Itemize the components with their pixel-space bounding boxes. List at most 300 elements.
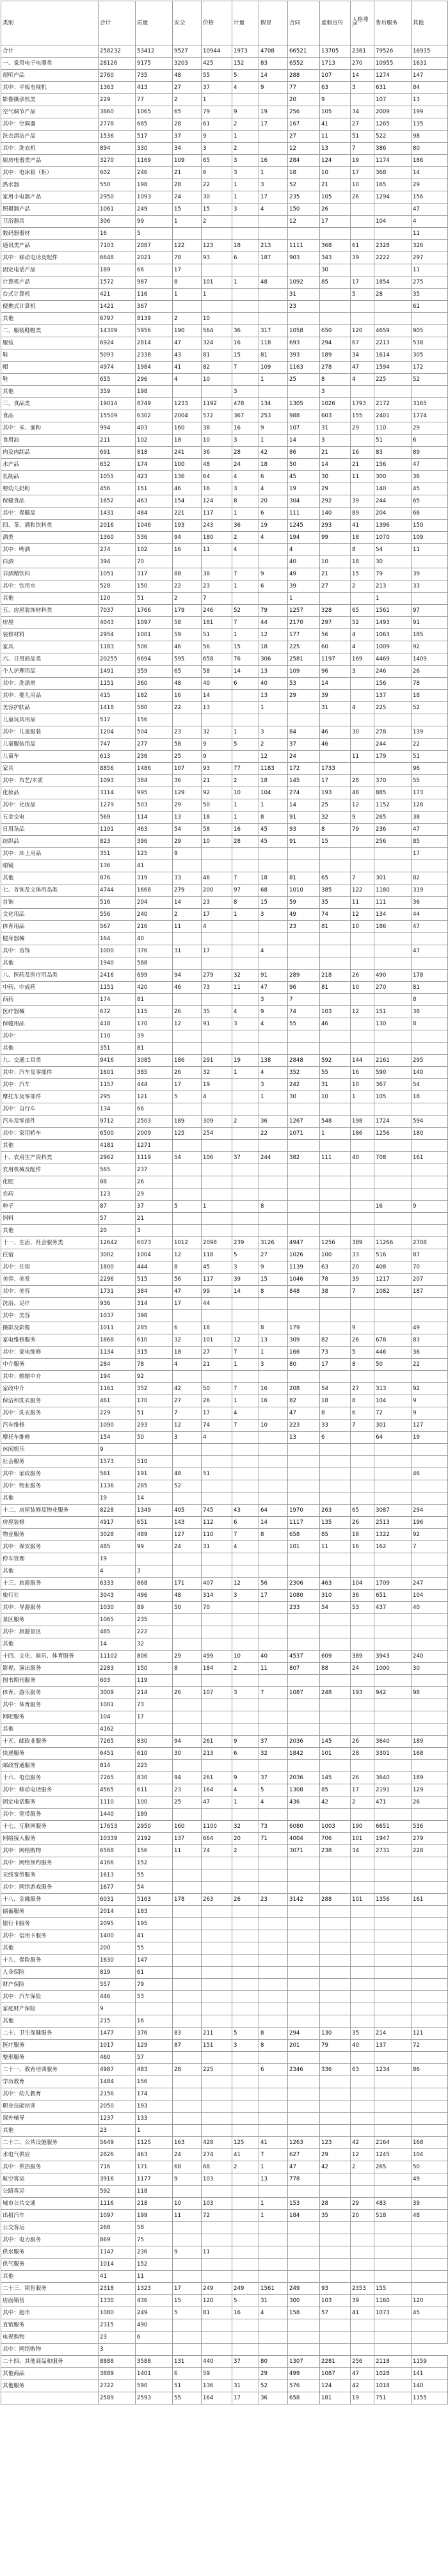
value-cell [412, 1918, 448, 1930]
category-cell: 其他 [1, 1638, 99, 1651]
value-cell: 92 [136, 1371, 173, 1383]
value-cell [374, 386, 412, 398]
value-cell: 304 [288, 495, 320, 508]
value-cell [259, 2332, 288, 2344]
value-cell [351, 714, 374, 726]
value-cell: 4 [288, 544, 320, 556]
value-cell: 516 [99, 897, 136, 909]
value-cell: 1279 [99, 799, 136, 812]
value-cell [173, 1724, 202, 1736]
value-cell [351, 2246, 374, 2259]
value-cell [259, 1565, 288, 1578]
value-cell [202, 1043, 232, 1055]
table-row [1, 2003, 448, 2015]
category-cell: 供水服务 [1, 2246, 99, 2259]
value-cell: 164 [202, 2392, 232, 2404]
value-cell: 48 [173, 70, 202, 82]
value-cell: 83 [374, 447, 412, 459]
value-cell: 189 [320, 349, 351, 362]
value-cell: 9 [232, 1772, 259, 1784]
value-cell [320, 1967, 351, 1979]
value-cell: 34 [351, 1845, 374, 1857]
value-cell: 4 [259, 483, 288, 495]
value-cell: 1026 [320, 398, 351, 410]
value-cell [288, 1638, 320, 1651]
value-cell: 4 [259, 945, 288, 957]
category-cell: 其中：布艺/木质 [1, 775, 99, 787]
value-cell: 18 [259, 872, 288, 884]
value-cell: 1065 [99, 1614, 136, 1626]
table-row [1, 2319, 448, 2332]
table-row [1, 143, 448, 155]
value-cell: 29 [412, 422, 448, 435]
value-cell: 8 [232, 495, 259, 508]
value-cell: 31 [320, 422, 351, 435]
value-cell: 425 [202, 58, 232, 70]
value-cell: 288 [288, 70, 320, 82]
value-cell: 11 [136, 2271, 173, 2283]
value-cell [259, 1942, 288, 1955]
value-cell: 818 [136, 447, 173, 459]
value-cell: 56 [202, 641, 232, 653]
value-cell: 196 [412, 1517, 448, 1529]
value-cell: 484 [136, 508, 173, 520]
value-cell: 127 [412, 1420, 448, 1432]
value-cell: 1087 [320, 2368, 351, 2380]
value-cell: 83 [412, 1334, 448, 1347]
value-cell: 66 [412, 508, 448, 520]
value-cell [288, 2125, 320, 2137]
value-cell [320, 301, 351, 313]
value-cell: 45 [259, 824, 288, 836]
value-cell: 309 [288, 1334, 320, 1347]
value-cell [374, 2100, 412, 2113]
value-cell [374, 945, 412, 957]
value-cell: 96 [320, 666, 351, 678]
value-cell: 18 [259, 641, 288, 653]
value-cell: 236 [136, 2246, 173, 2259]
value-cell: 3 [259, 179, 288, 191]
value-cell: 576 [288, 2380, 320, 2392]
value-cell: 691 [99, 447, 136, 459]
value-cell: 137 [374, 690, 412, 702]
value-cell: 47 [173, 1286, 202, 1298]
value-cell [259, 228, 288, 240]
table-row [1, 1018, 448, 1030]
value-cell: 4744 [99, 884, 136, 897]
value-cell: 428 [202, 2137, 232, 2149]
value-cell [320, 1492, 351, 1505]
value-cell [259, 1638, 288, 1651]
value-cell: 1330 [99, 2295, 136, 2307]
value-cell: 610 [136, 1748, 173, 1760]
value-cell: 444 [136, 1079, 173, 1091]
table-row [1, 1067, 448, 1079]
value-cell [259, 1602, 288, 1614]
table-header [1, 1, 448, 45]
value-cell: 407 [202, 1578, 232, 1590]
value-cell: 905 [412, 325, 448, 337]
value-cell: 6 [259, 2064, 288, 2076]
value-cell: 289 [288, 970, 320, 982]
value-cell: 14 [320, 678, 351, 690]
value-cell: 2760 [99, 70, 136, 82]
value-cell: 112 [202, 1517, 232, 1529]
value-cell [320, 1979, 351, 1991]
value-cell [351, 2344, 374, 2356]
value-cell: 2962 [99, 1152, 136, 1164]
value-cell: 65 [320, 872, 351, 884]
category-cell: 其他 [1, 1043, 99, 1055]
value-cell: 36 [412, 1347, 448, 1359]
value-cell [259, 1918, 288, 1930]
value-cell [374, 1480, 412, 1492]
value-cell [351, 1310, 374, 1322]
value-cell [232, 860, 259, 872]
value-cell [320, 2259, 351, 2271]
category-cell: 出租汽车 [1, 2210, 99, 2222]
value-cell: 35 [320, 2210, 351, 2222]
value-cell [232, 1918, 259, 1930]
value-cell [288, 1456, 320, 1468]
value-cell: 4 [259, 204, 288, 216]
value-cell: 65 [351, 1505, 374, 1517]
value-cell: 6568 [99, 1845, 136, 1857]
value-cell: 658 [202, 653, 232, 666]
value-cell: 131 [173, 2356, 202, 2368]
value-cell [320, 1188, 351, 1201]
value-cell: 9 [259, 422, 288, 435]
value-cell: 81 [136, 994, 173, 1006]
category-cell: 其中：网络购物 [1, 2344, 99, 2356]
value-cell: 92 [202, 787, 232, 799]
value-cell: 664 [202, 1833, 232, 1845]
value-cell: 360 [136, 678, 173, 690]
value-cell: 1774 [412, 410, 448, 422]
category-cell: 停车管理 [1, 1553, 99, 1565]
value-cell: 1111 [288, 240, 320, 252]
value-cell [259, 957, 288, 970]
category-cell: 中药、中成药 [1, 982, 99, 994]
value-cell [288, 1979, 320, 1991]
value-cell: 134 [374, 909, 412, 921]
value-cell [173, 556, 202, 568]
value-cell: 2778 [99, 118, 136, 131]
value-cell [374, 1164, 412, 1176]
value-cell [173, 2222, 202, 2234]
table-row [1, 252, 448, 264]
value-cell: 164 [202, 1784, 232, 1796]
value-cell: 385 [320, 884, 351, 897]
value-cell: 423 [136, 471, 173, 483]
value-cell: 258232 [99, 45, 136, 58]
value-cell: 7 [202, 593, 232, 605]
value-cell: 1037 [99, 1310, 136, 1322]
value-cell [288, 1310, 320, 1322]
value-cell: 216 [136, 921, 173, 933]
table-row [1, 1760, 448, 1772]
value-cell [412, 2015, 448, 2028]
category-cell: 眼镜 [1, 860, 99, 872]
value-cell: 440 [202, 2356, 232, 2368]
value-cell: 65 [173, 106, 202, 118]
table-row [1, 1541, 448, 1553]
value-cell: 2161 [374, 1055, 412, 1067]
category-cell: 二十二、公共设施服务 [1, 2137, 99, 2149]
value-cell [351, 1468, 374, 1480]
value-cell: 23 [202, 897, 232, 909]
value-cell: 47 [412, 921, 448, 933]
table-row [1, 1882, 448, 1894]
complaint-statistics-table [1, 1, 448, 2404]
value-cell [202, 2125, 232, 2137]
value-cell: 1197 [320, 653, 351, 666]
value-cell [288, 714, 320, 726]
value-cell: 200 [202, 884, 232, 897]
value-cell: 53412 [136, 45, 173, 58]
value-cell: 150 [288, 204, 320, 216]
value-cell: 1073 [374, 2307, 412, 2319]
value-cell [259, 1310, 288, 1322]
value-cell: 233 [288, 1602, 320, 1614]
category-cell: 日用杂品 [1, 824, 99, 836]
value-cell: 168 [412, 2137, 448, 2149]
value-cell: 48 [259, 276, 288, 289]
value-cell: 153 [288, 2198, 320, 2210]
value-cell: 7103 [99, 240, 136, 252]
value-cell: 8 [412, 1018, 448, 1030]
value-cell: 8 [351, 1395, 374, 1407]
value-cell: 46 [412, 1468, 448, 1480]
value-cell: 506 [136, 641, 173, 653]
value-cell: 110 [202, 1529, 232, 1541]
value-cell: 115 [136, 1006, 173, 1018]
value-cell: 91 [412, 617, 448, 629]
value-cell: 317 [259, 325, 288, 337]
value-cell: 247 [412, 1578, 448, 1590]
value-cell [351, 94, 374, 106]
value-cell [412, 1553, 448, 1565]
value-cell: 58 [202, 666, 232, 678]
value-cell [374, 848, 412, 860]
value-cell: 471 [374, 1796, 412, 1809]
value-cell: 5 [232, 739, 259, 751]
value-cell: 1030 [99, 1602, 136, 1614]
value-cell: 98 [412, 131, 448, 143]
value-cell: 235 [288, 191, 320, 204]
value-cell: 305 [412, 349, 448, 362]
value-cell: 1396 [374, 520, 412, 532]
value-cell: 17 [320, 1359, 351, 1371]
value-cell: 180 [412, 1128, 448, 1140]
category-cell: 健身器械 [1, 933, 99, 945]
value-cell: 7 [259, 2149, 288, 2161]
value-cell: 88 [173, 568, 202, 580]
value-cell [173, 1906, 202, 1918]
value-cell: 54 [320, 1383, 351, 1395]
value-cell: 42 [351, 2137, 374, 2149]
value-cell: 517 [99, 714, 136, 726]
value-cell: 16 [202, 483, 232, 495]
value-cell [320, 1371, 351, 1383]
table-row [1, 629, 448, 641]
value-cell: 85 [320, 1784, 351, 1796]
value-cell: 1180 [374, 884, 412, 897]
category-cell: 景区服务 [1, 1614, 99, 1626]
value-cell [232, 921, 259, 933]
value-cell: 5 [351, 1347, 374, 1359]
value-cell: 104 [259, 787, 288, 799]
value-cell: 105 [374, 1091, 412, 1103]
value-cell: 66521 [288, 45, 320, 58]
value-cell: 13 [288, 1432, 320, 1444]
value-cell: 24 [173, 2149, 202, 2161]
value-cell: 19 [99, 1492, 136, 1505]
value-cell: 1080 [288, 1590, 320, 1602]
value-cell [202, 1213, 232, 1225]
value-cell [412, 1103, 448, 1116]
value-cell: 1237 [99, 2113, 136, 2125]
value-cell [351, 1176, 374, 1188]
value-cell: 806 [136, 1651, 173, 1663]
value-cell: 79 [351, 824, 374, 836]
value-cell: 1101 [99, 824, 136, 836]
value-cell: 3087 [374, 1505, 412, 1517]
value-cell: 1163 [288, 362, 320, 374]
value-cell [259, 1468, 288, 1480]
value-cell: 1 [232, 179, 259, 191]
value-cell: 33 [351, 1249, 374, 1261]
value-cell: 78 [320, 1274, 351, 1286]
value-cell: 35 [412, 289, 448, 301]
value-cell: 150 [136, 1663, 173, 1675]
category-cell: 旅行社 [1, 1590, 99, 1602]
value-cell: 37 [232, 2356, 259, 2368]
value-cell: 27 [351, 1383, 374, 1395]
value-cell: 30 [412, 1663, 448, 1675]
value-cell: 101 [202, 1334, 232, 1347]
value-cell: 181 [202, 617, 232, 629]
value-cell [412, 1298, 448, 1310]
value-cell [173, 1955, 202, 1967]
value-cell: 28126 [99, 58, 136, 70]
value-cell: 9 [351, 812, 374, 824]
value-cell: 194 [99, 1371, 136, 1383]
value-cell: 20 [232, 1833, 259, 1845]
value-cell: 29 [136, 1188, 173, 1201]
value-cell: 2050 [99, 2100, 136, 2113]
value-cell: 45 [202, 1261, 232, 1274]
category-cell: 美容护肤品 [1, 702, 99, 714]
value-cell: 58 [202, 824, 232, 836]
value-cell: 516 [374, 1249, 412, 1261]
value-cell: 18 [351, 556, 374, 568]
category-cell: 其他 [1, 872, 99, 884]
value-cell: 735 [136, 70, 173, 82]
value-cell: 65 [412, 495, 448, 508]
value-cell: 868 [136, 1578, 173, 1590]
value-cell: 4987 [99, 2064, 136, 2076]
value-cell: 988 [288, 410, 320, 422]
value-cell: 52 [232, 605, 259, 617]
value-cell [320, 1955, 351, 1967]
value-cell: 2 [232, 1663, 259, 1675]
value-cell [320, 714, 351, 726]
value-cell: 55 [136, 1942, 173, 1955]
value-cell: 29 [351, 2198, 374, 2210]
value-cell [288, 1468, 320, 1480]
value-cell [232, 1675, 259, 1687]
value-cell: 11 [351, 897, 374, 909]
value-cell: 343 [320, 252, 351, 264]
value-cell: 68 [202, 2161, 232, 2173]
value-cell: 1572 [99, 276, 136, 289]
value-cell: 38 [412, 812, 448, 824]
value-cell: 29 [173, 836, 202, 848]
value-cell [173, 2125, 202, 2137]
value-cell: 36 [232, 520, 259, 532]
value-cell: 241 [173, 447, 202, 459]
value-cell [374, 1030, 412, 1043]
value-cell: 93 [202, 252, 232, 264]
value-cell [232, 228, 259, 240]
value-cell: 6694 [136, 653, 173, 666]
value-cell: 120 [351, 325, 374, 337]
value-cell: 1051 [99, 568, 136, 580]
value-cell: 528 [99, 580, 136, 593]
value-cell: 40 [412, 1602, 448, 1614]
value-cell: 1868 [99, 1334, 136, 1347]
value-cell: 1061 [99, 204, 136, 216]
value-cell [351, 2222, 374, 2234]
value-cell: 6797 [99, 313, 136, 325]
value-cell: 99 [136, 1541, 173, 1553]
table-row [1, 1420, 448, 1432]
value-cell: 10 [202, 313, 232, 325]
value-cell [202, 2113, 232, 2125]
value-cell: 483 [374, 2198, 412, 2210]
value-cell [351, 1444, 374, 1456]
value-cell: 92 [412, 1529, 448, 1541]
value-cell: 198 [351, 1116, 374, 1128]
value-cell: 191 [136, 1468, 173, 1480]
value-cell: 46 [173, 641, 202, 653]
value-cell: 10 [232, 1651, 259, 1663]
category-cell: 整形服务 [1, 2052, 99, 2064]
value-cell [259, 1724, 288, 1736]
value-cell [320, 1164, 351, 1176]
category-cell: 三、食品类 [1, 398, 99, 410]
value-cell: 39 [351, 252, 374, 264]
category-cell: 图书期刊服务 [1, 1675, 99, 1687]
value-cell: 557 [99, 1979, 136, 1991]
value-cell [202, 1225, 232, 1237]
value-cell [320, 1480, 351, 1492]
value-cell: 1017 [99, 2040, 136, 2052]
value-cell: 6 [259, 508, 288, 520]
value-cell: 16 [351, 447, 374, 459]
value-cell [412, 1967, 448, 1979]
table-row [1, 2210, 448, 2222]
value-cell [351, 2234, 374, 2246]
category-cell: 其中：住宿 [1, 1261, 99, 1274]
value-cell: 87 [173, 2040, 202, 2052]
value-cell: 2156 [99, 2088, 136, 2100]
value-cell: 306 [99, 216, 136, 228]
value-cell: 1418 [99, 702, 136, 714]
value-cell: 6451 [99, 1748, 136, 1760]
category-cell: 西药 [1, 994, 99, 1006]
